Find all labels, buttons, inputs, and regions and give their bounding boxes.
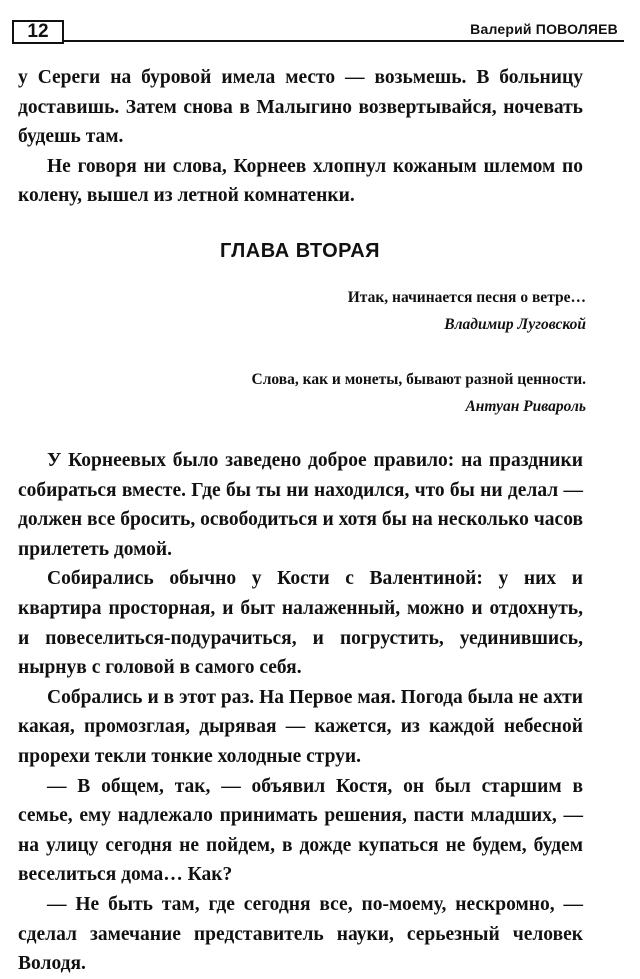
epigraph-quote: Слова, как и монеты, бывают разной ценности. [251, 371, 586, 388]
main-text [18, 446, 583, 979]
paragraph: — В общем, так, — объявил Костя, он был старшим в семье, ему надлежало принимать решения, пасти младших, — на улицу сегодня не пойдем, в дожде купаться не будем, будем веселиться дома… Как? [18, 775, 583, 886]
paragraph: У Корнеевых было заведено доброе правило: на праздники собираться вместе. Где бы ты ни находился, что бы ни делал — должен все бросить, освободиться и хотя бы на несколько часов прилететь домой. [18, 450, 583, 560]
epigraph [252, 366, 586, 420]
page-number: 12 [12, 20, 64, 44]
chapter-title: ГЛАВА ВТОРАЯ [219, 240, 381, 262]
epigraph-source: Антуан Ривароль [465, 398, 586, 415]
epigraph [348, 284, 586, 338]
epigraph-source: Владимир Луговской [444, 316, 586, 333]
paragraph: Собирались обычно у Кости с Валентиной: у них и квартира просторная, и быт налаженный, можно и отдохнуть, и повеселиться-подурачиться, и погрустить, уединившись, нырнув с головой в самого себя. [18, 568, 583, 679]
paragraph: Собрались и в этот раз. На Первое мая. Погода была не ахти какая, промозглая, дырявая — кажется, из каждой небесной прорехи текли тонкие холодные струи. [18, 686, 583, 767]
paragraph: у Сереги на буровой имела место — возьмешь. В больницу доставишь. Затем снова в Малыгино возвертывайся, ночевать будешь там. [18, 67, 583, 148]
paragraph: — Не быть там, где сегодня все, по-моему, нескромно, — сделал замечание представитель науки, серьезный человек Володя. [18, 893, 583, 975]
running-head-author: Валерий ПОВОЛЯЕВ [470, 21, 618, 37]
header-rule [64, 40, 624, 42]
intro-text [18, 63, 583, 211]
page-header [12, 20, 628, 46]
paragraph: Не говоря ни слова, Корнеев хлопнул кожаным шлемом по колену, вышел из летной комнатенки. [18, 155, 583, 207]
epigraph-quote: Итак, начинается песня о ветре… [347, 289, 586, 306]
